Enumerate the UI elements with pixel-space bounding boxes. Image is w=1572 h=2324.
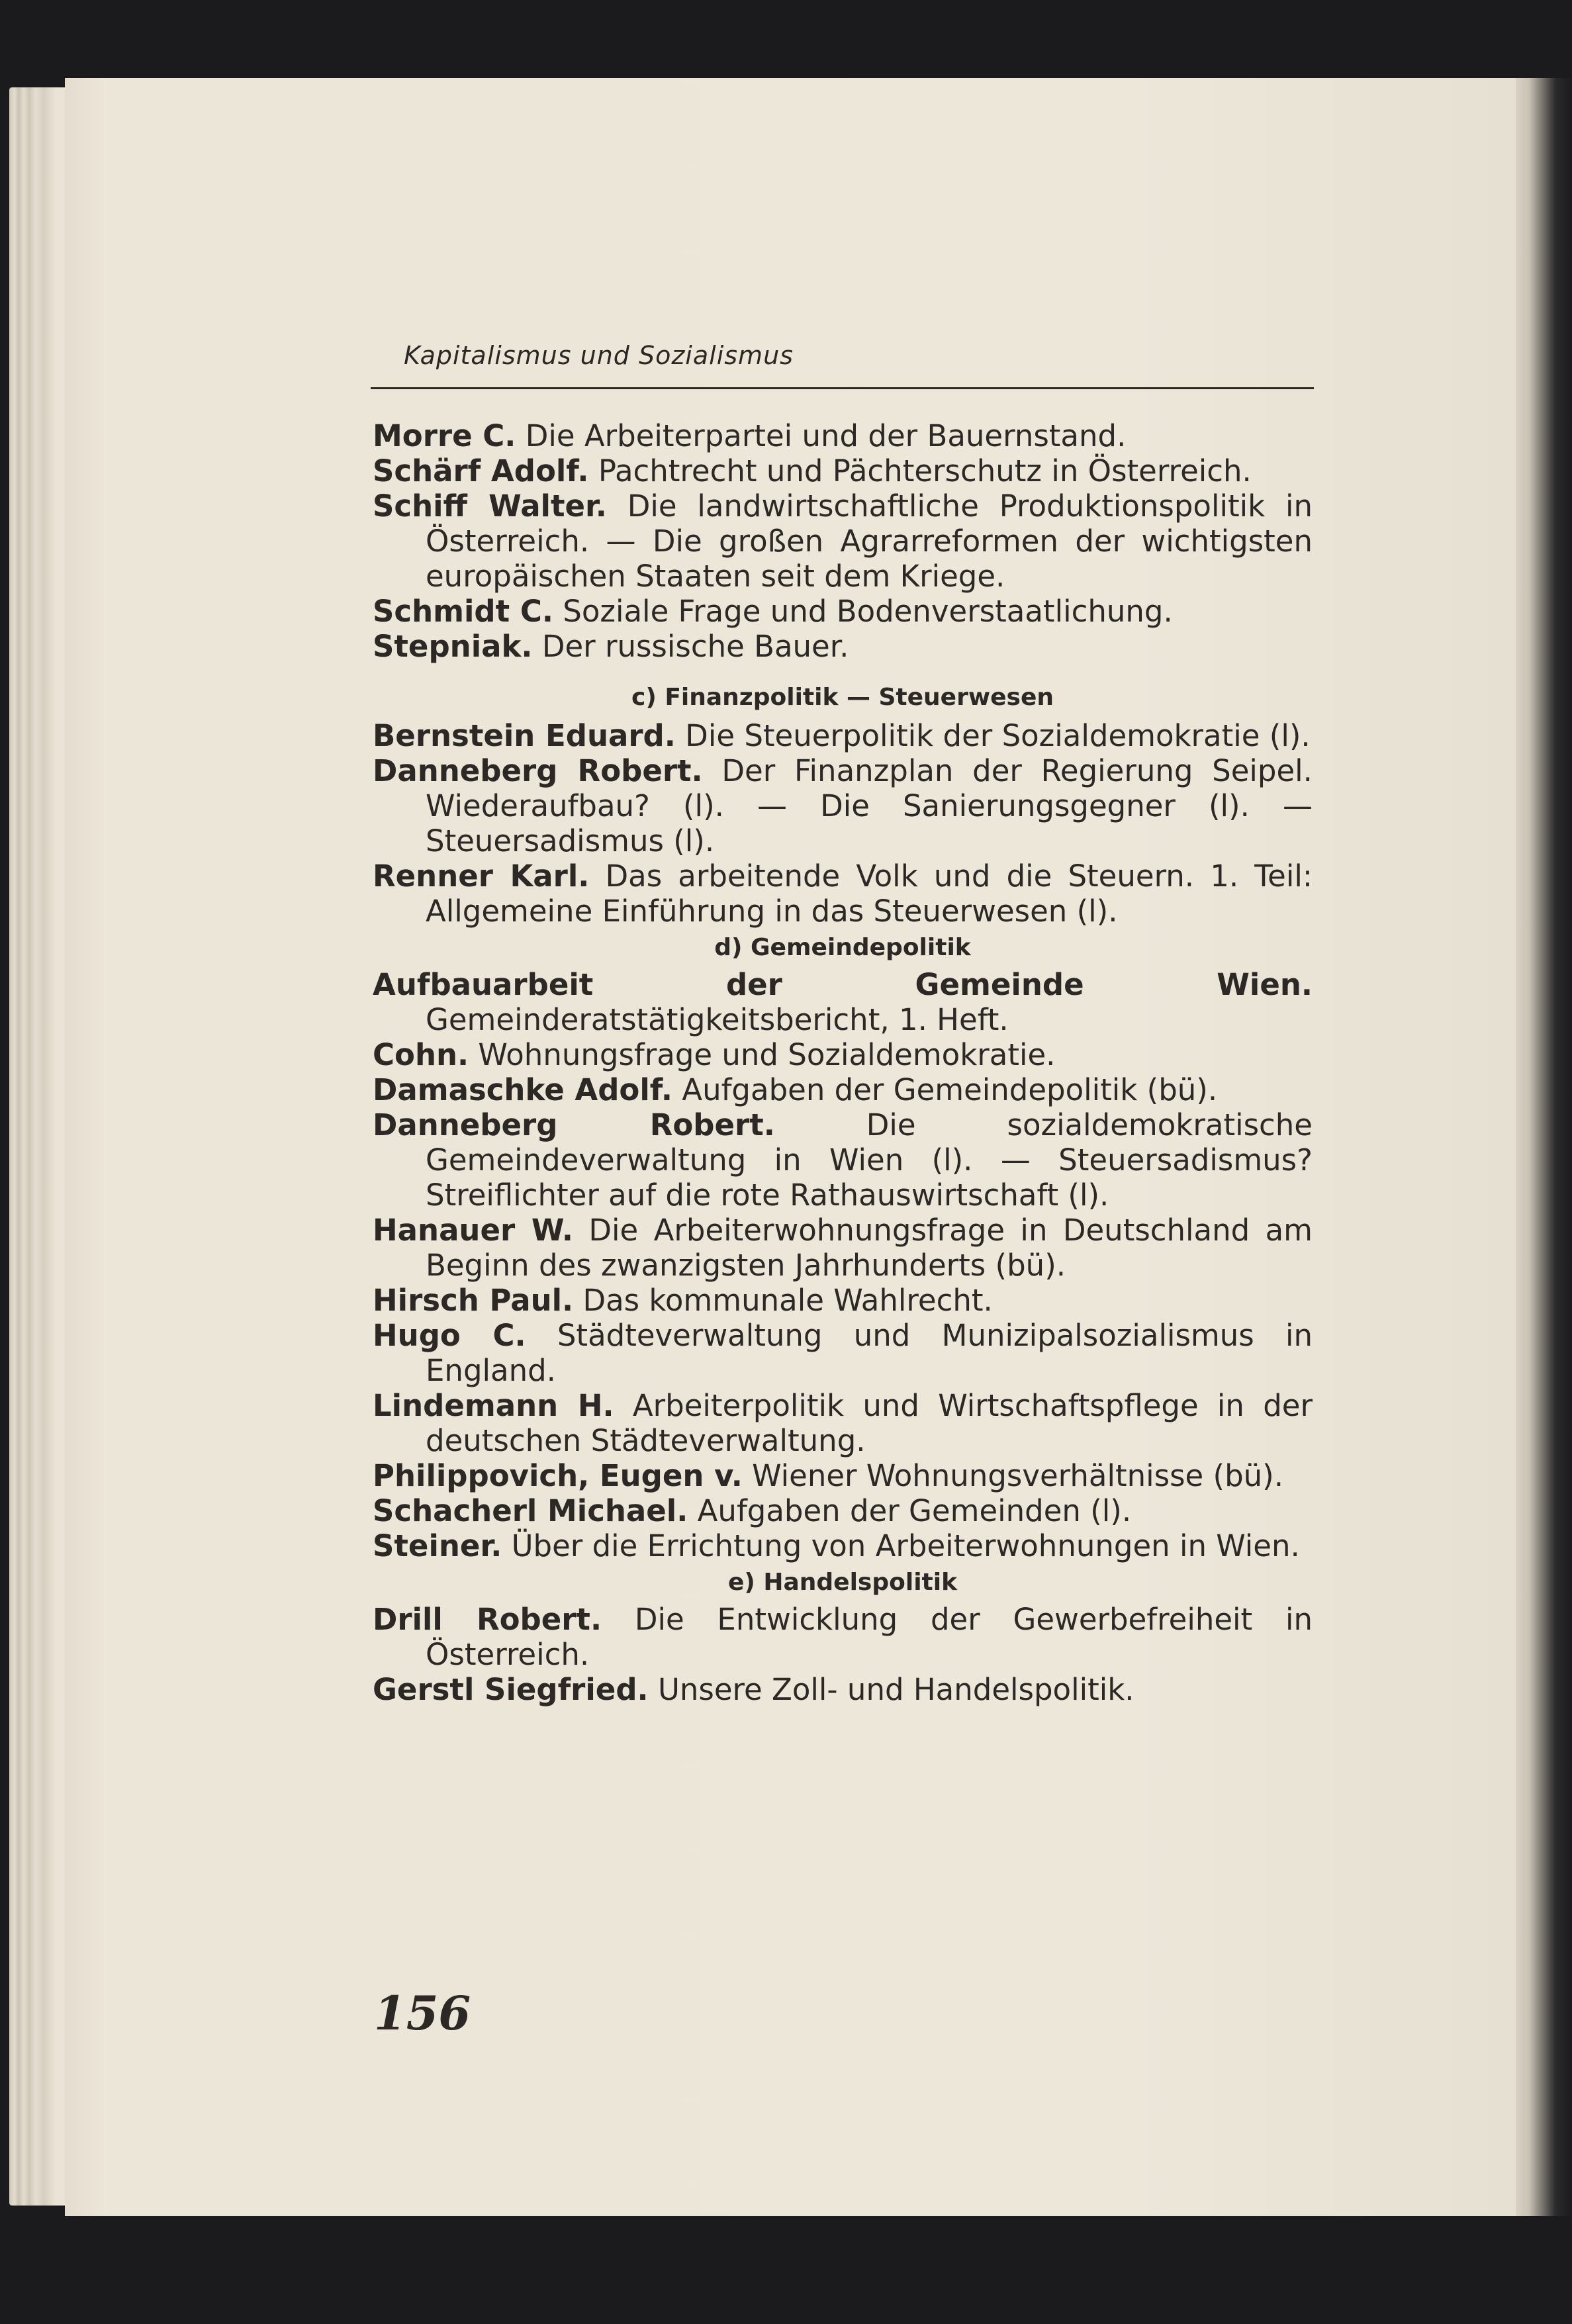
bibliography-entry [373,1213,1313,1283]
entry-title: Die Steuerpolitik der Sozialdemokratie (l). [685,718,1311,753]
bibliography-entry [373,967,1313,1037]
entry-title: Aufgaben der Gemeinden (l). [697,1493,1132,1528]
entry-title: Über die Errichtung von Arbeiterwohnungen in Wien. [511,1528,1300,1563]
entry-title: Der Finanzplan der Regierung Seipel. Wiederaufbau? (l). — Die Sanierungsgegner (l). — Steuersadismus (l). [426,753,1313,859]
bibliography-entry [373,1672,1313,1707]
entry-title: Das arbeitende Volk und die Steuern. 1. Teil: Allgemeine Einführung in das Steuerwesen (l). [426,859,1313,929]
entry-author: Danneberg Robert. [373,753,703,788]
bibliography-entry [373,629,1313,664]
section-heading: c) Finanzpolitik — Steuerwesen [631,684,1054,711]
bibliography-entry [373,418,1313,453]
page-gutter-shadow [1516,78,1572,2216]
entry-author: Morre C. [373,418,516,453]
entry-title: Aufgaben der Gemeindepolitik (bü). [682,1072,1218,1107]
entry-author: Hanauer W. [373,1213,573,1248]
bibliography-entry [373,718,1313,753]
page-number: 156 [374,1986,471,2041]
bibliography-content [373,418,1313,1707]
entry-author: Philippovich, Eugen v. [373,1458,743,1493]
entry-title: Die Arbeiterpartei und der Bauernstand. [525,418,1127,453]
bibliography-entry [373,1458,1313,1493]
entry-title: Gemeinderatstätigkeitsbericht, 1. Heft. [426,1002,1009,1037]
bibliography-entry [373,859,1313,929]
entry-author: Danneberg Robert. [373,1107,775,1142]
running-title: Kapitalismus und Sozialismus [404,341,794,370]
section-finanzpolitik [373,678,1313,929]
entry-author: Damaschke Adolf. [373,1072,672,1107]
bibliography-entry [373,1037,1313,1072]
bibliography-entry [373,1493,1313,1528]
entry-author: Hirsch Paul. [373,1283,574,1318]
entry-title: Arbeiterpolitik und Wirtschaftspflege in der deutschen Städteverwaltung. [426,1388,1313,1458]
entry-title: Soziale Frage und Bodenverstaatlichung. [563,594,1173,629]
entry-author: Stepniak. [373,629,533,664]
section-heading: d) Gemeindepolitik [714,934,971,961]
entry-title: Städteverwaltung und Munizipalsozialismus in England. [426,1318,1313,1388]
entry-title: Die landwirtschaftliche Produktionspolitik in Österreich. — Die großen Agrarreformen der wichtigsten europäischen Staaten seit dem Kriege. [426,488,1313,594]
entry-author: Schacherl Michael. [373,1493,688,1528]
entry-title: Die sozialdemokratische Gemeindeverwaltung in Wien (l). — Steuersadismus? Streiflichter auf die rote Rathauswirtschaft (l). [426,1107,1313,1213]
entry-title: Unsere Zoll- und Handelspolitik. [657,1672,1134,1707]
section-heading: e) Handelspolitik [727,1569,958,1596]
bibliography-entry [373,1318,1313,1388]
bibliography-entry [373,1528,1313,1563]
bibliography-entry [373,1602,1313,1672]
entry-title: Wiener Wohnungsverhältnisse (bü). [752,1458,1284,1493]
entry-author: Aufbauarbeit der Gemeinde Wien. [373,967,1313,1002]
entry-title: Wohnungsfrage und Sozialdemokratie. [478,1037,1056,1072]
entry-author: Drill Robert. [373,1602,602,1637]
entry-title: Pachtrecht und Pächterschutz in Österreich. [598,453,1252,488]
section-handelspolitik [373,1563,1313,1707]
bibliography-entry [373,1283,1313,1318]
entry-author: Cohn. [373,1037,469,1072]
bibliography-entry [373,1107,1313,1213]
bibliography-entry [373,1388,1313,1458]
bibliography-entry [373,594,1313,629]
entry-author: Steiner. [373,1528,502,1563]
entry-title: Der russische Bauer. [541,629,849,664]
entries-top [373,418,1313,664]
entry-author: Hugo C. [373,1318,526,1353]
bibliography-entry [373,488,1313,594]
section-gemeindepolitik [373,929,1313,1563]
entry-author: Schiff Walter. [373,488,607,524]
entry-title: Die Arbeiterwohnungsfrage in Deutschland am Beginn des zwanzigsten Jahrhunderts (bü). [426,1213,1313,1283]
entry-author: Lindemann H. [373,1388,614,1423]
bibliography-entry [373,1072,1313,1107]
entry-author: Schmidt C. [373,594,553,629]
entry-title: Das kommunale Wahlrecht. [582,1283,993,1318]
entry-author: Gerstl Siegfried. [373,1672,649,1707]
entry-author: Bernstein Eduard. [373,718,676,753]
entry-author: Renner Karl. [373,859,590,894]
entry-author: Schärf Adolf. [373,453,589,488]
running-header [371,341,1314,389]
bibliography-entry [373,453,1313,488]
entry-title: Die Entwicklung der Gewerbefreiheit in Österreich. [426,1602,1313,1672]
bibliography-entry [373,753,1313,859]
